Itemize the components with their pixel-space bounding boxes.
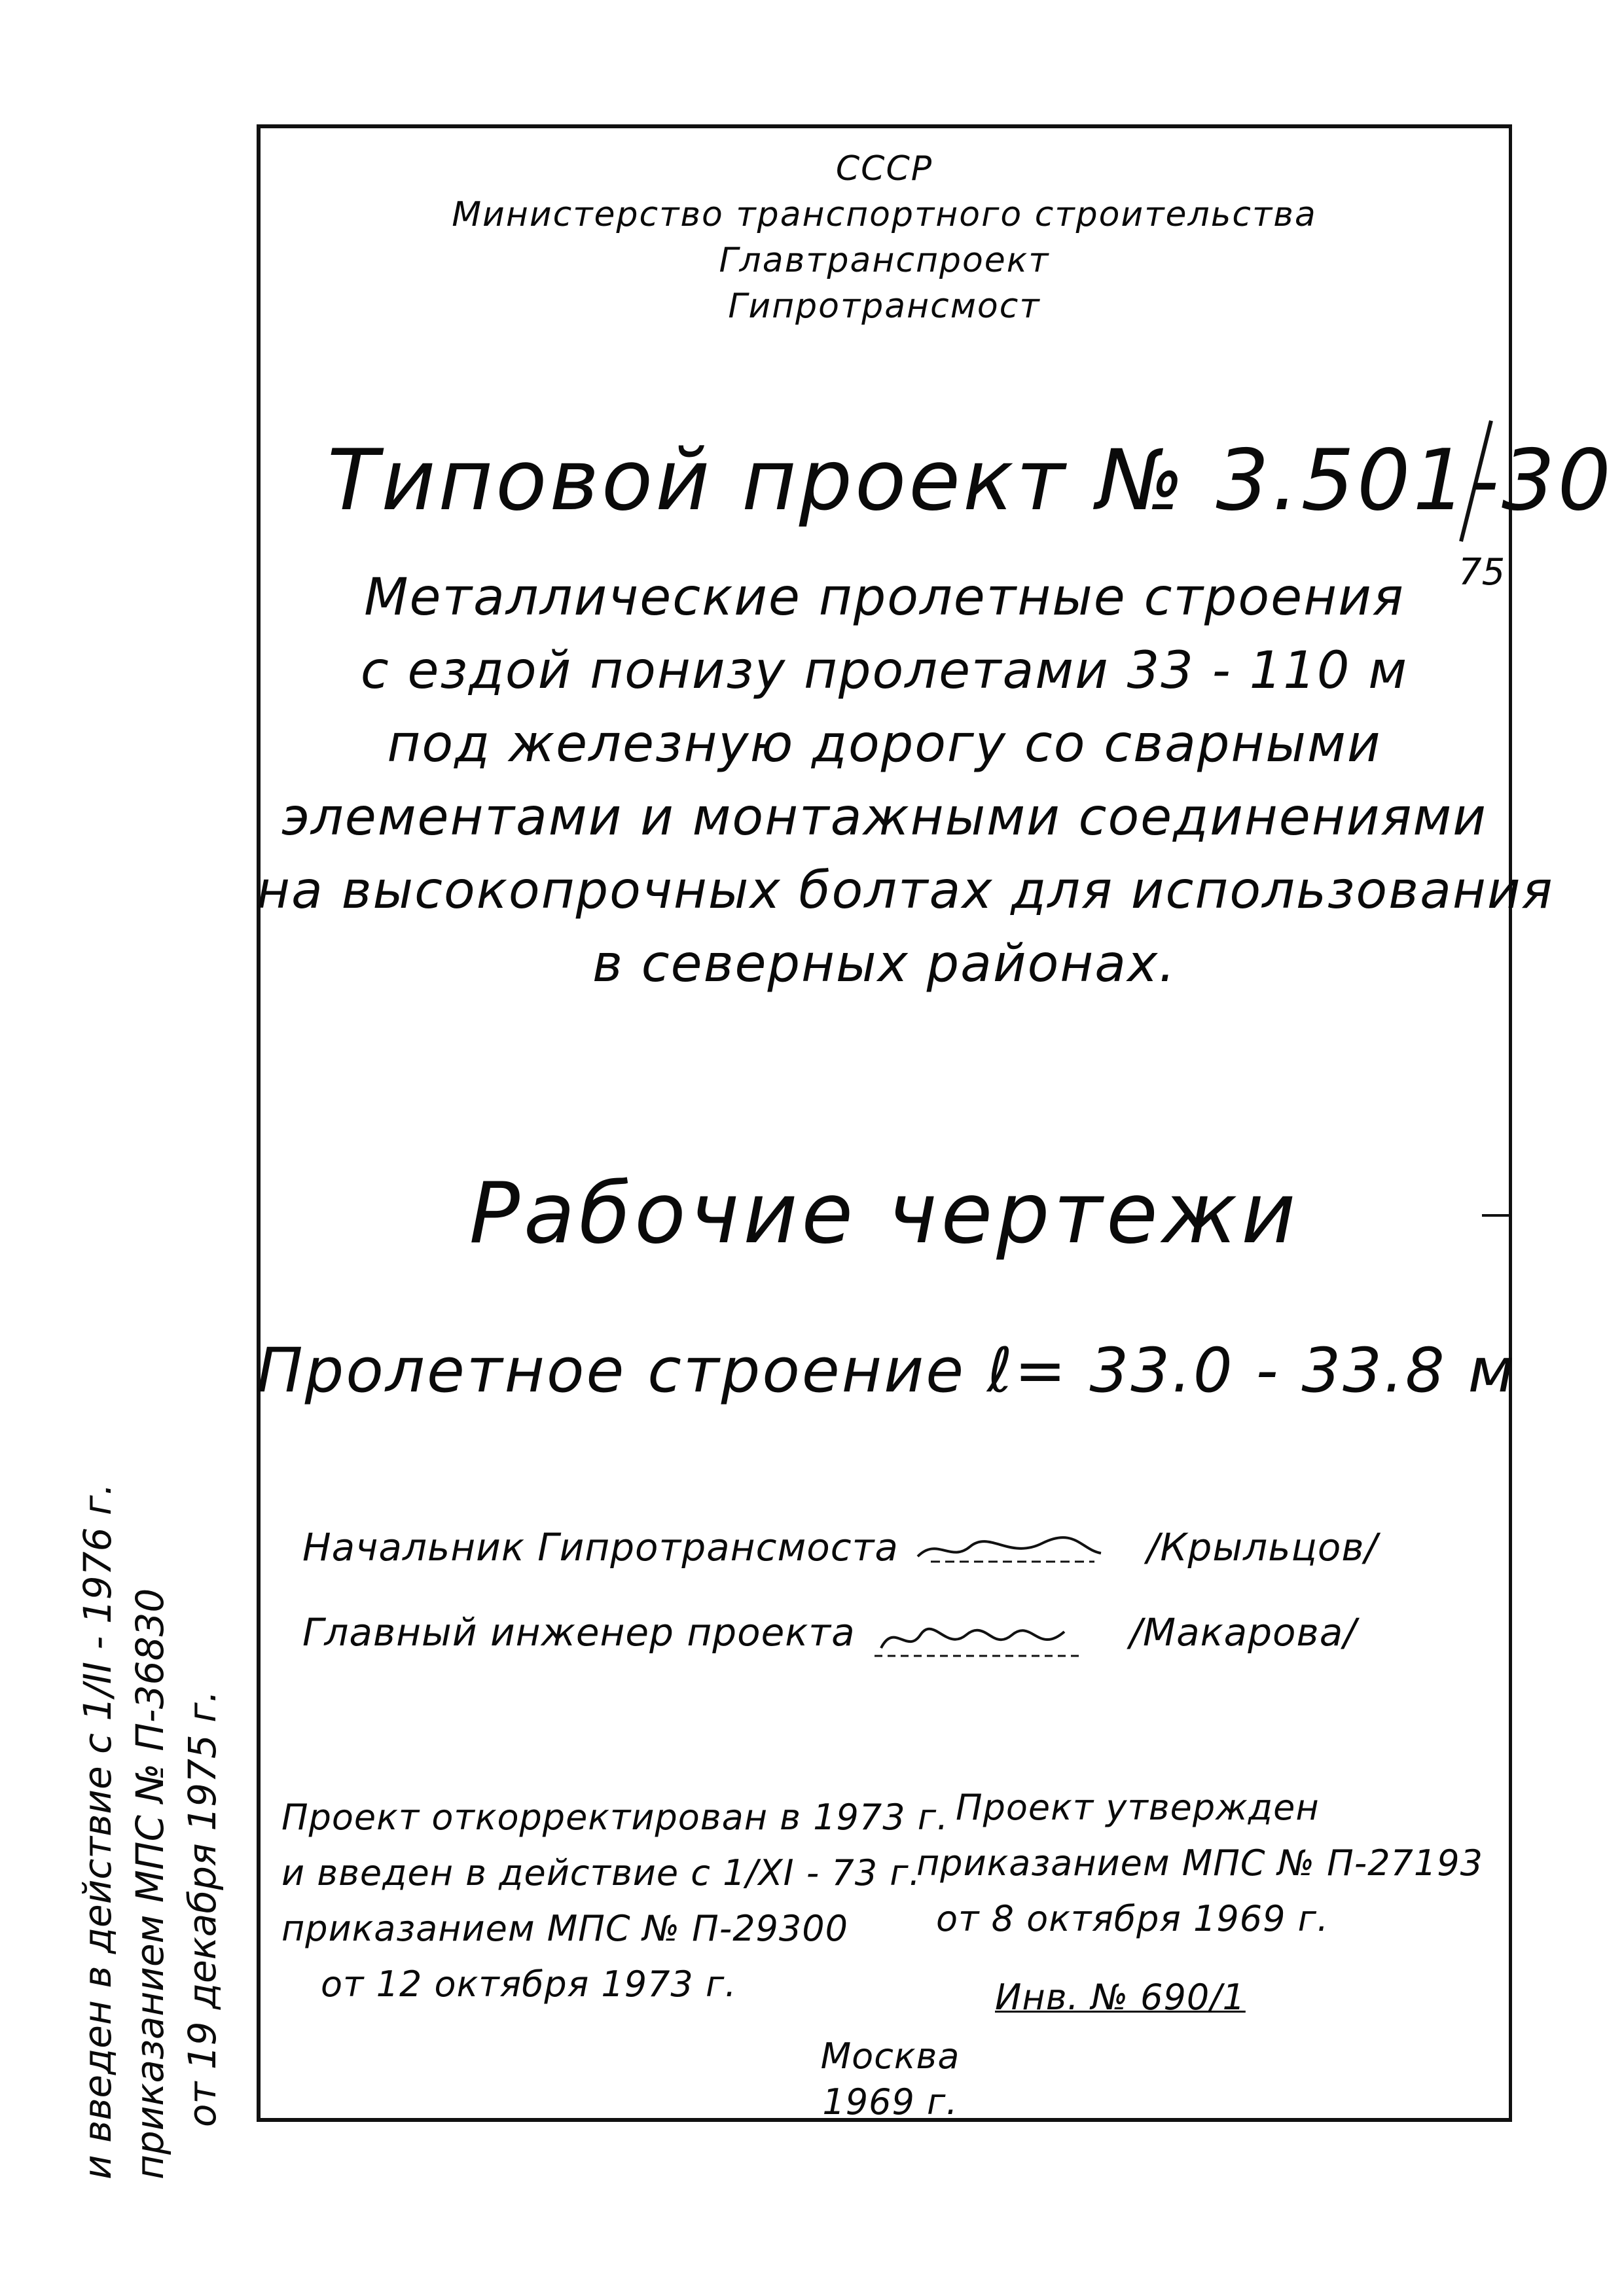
approval-line-1: Проект утвержден [956,1787,1320,1828]
side-note-line-3: от 19 декабря 1975 г. [180,1690,225,2127]
description-line-2: с ездой понизу пролетами 33 - 110 м [360,641,1409,700]
header-institute: Гипротрансмост [728,287,1041,326]
handwritten-signature-2 [868,1615,1091,1655]
header-ministry: Министерство транспортного строительства [452,195,1317,234]
approval-line-2: приказанием МПС № П-27193 [916,1842,1483,1884]
signature-role: Начальник Гипротрансмоста [302,1525,899,1570]
correction-line-4: от 12 октября 1973 г. [321,1964,737,2005]
correction-line-3: приказанием МПС № П-29300 [281,1908,848,1949]
side-note-line-2: приказанием МПС № П-36830 [128,1588,172,2179]
project-title: Типовой проект № 3.501-30 [327,432,1614,529]
signature-name: /Крыльцов/ [1146,1525,1379,1570]
approval-line-3: от 8 октября 1969 г. [936,1898,1329,1939]
span-heading: Пролетное строение ℓ= 33.0 - 33.8 м [257,1335,1517,1407]
footer-city: Москва [820,2036,960,2077]
signature-row-1 [302,1525,1378,1570]
footer-year: 1969 г. [822,2081,958,2123]
correction-line-1: Проект откорректирован в 1973 г. [281,1797,949,1838]
description-line-3: под железную дорогу со сварными [387,715,1382,774]
side-note-line-1: и введен в действие с 1/II - 1976 г. [75,1483,120,2179]
header-country: СССР [835,149,933,188]
description-line-6: в северных районах. [592,935,1177,994]
handwritten-signature-1 [911,1530,1108,1570]
working-drawings-heading: Рабочие чертежи [469,1165,1300,1263]
description-line-5: на высокопрочных болтах для использования [257,861,1554,920]
header-glav: Главтранспроект [719,241,1050,280]
signature-role: Главный инженер проекта [302,1610,856,1655]
signature-name: /Макарова/ [1129,1610,1357,1655]
description-line-1: Металлические пролетные строения [364,568,1405,627]
inventory-number: Инв. № 690/1 [995,1977,1246,2018]
description-line-4: элементами и монтажными соединениями [281,788,1487,847]
project-number-suffix: 75 [1458,551,1506,594]
signature-row-2 [302,1610,1357,1655]
correction-line-2: и введен в действие с 1/XI - 73 г. [281,1852,921,1893]
